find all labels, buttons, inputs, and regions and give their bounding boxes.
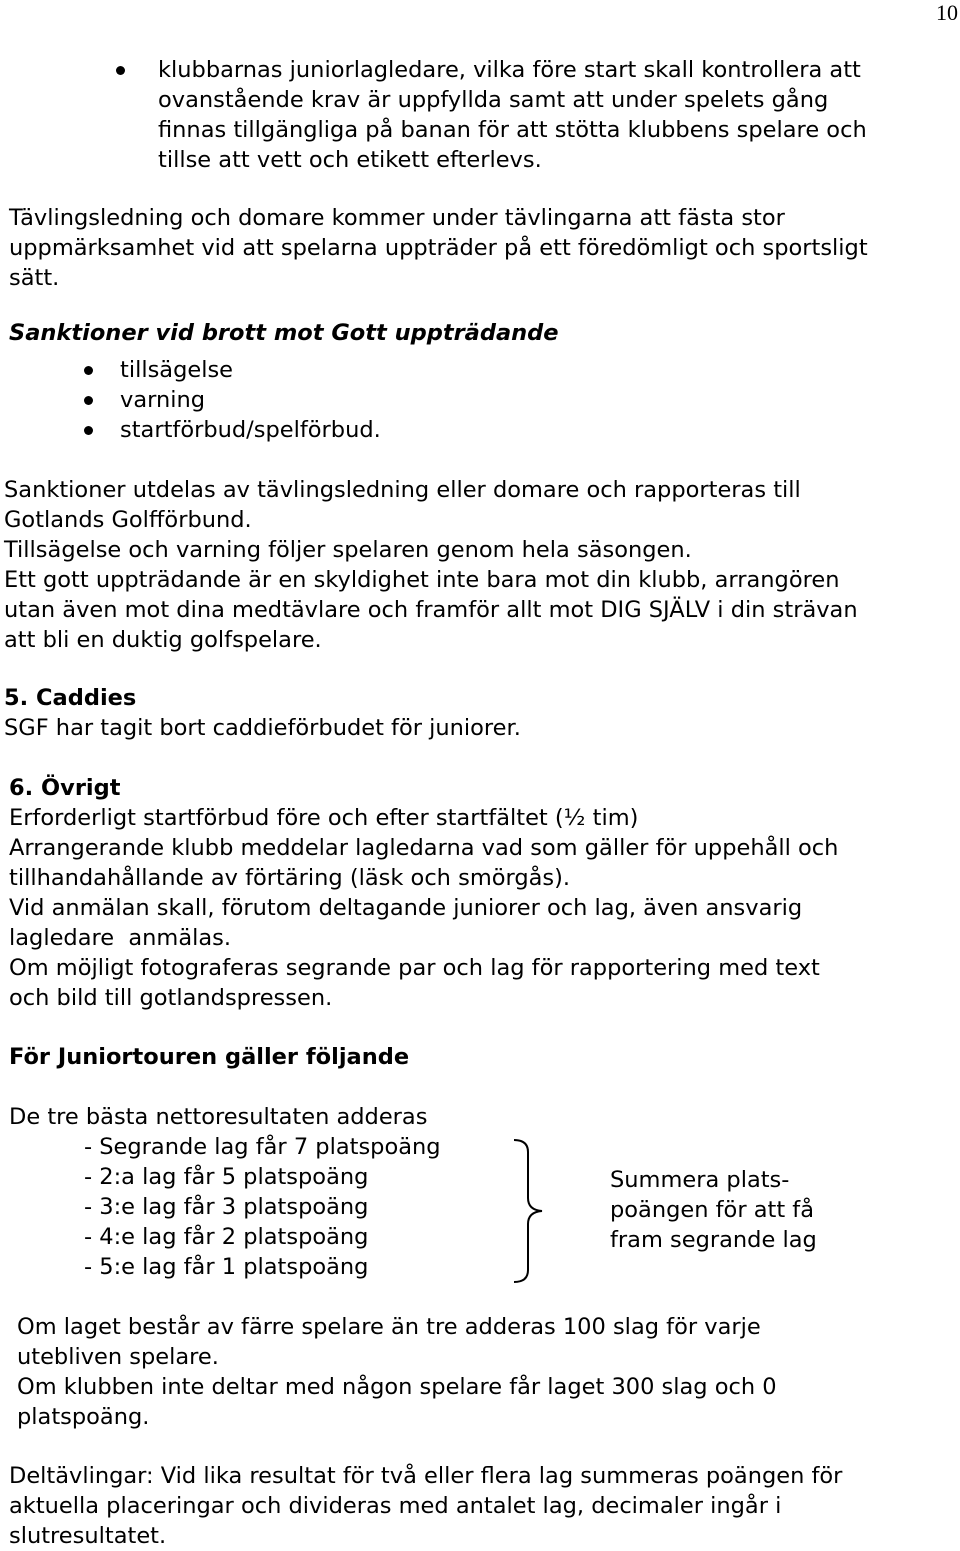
- text-line: Arrangerande klubb meddelar lagledarna vad som gäller för uppehåll och: [9, 835, 839, 861]
- text-line: Tävlingsledning och domare kommer under tävlingarna att fästa stor: [9, 205, 785, 231]
- note-line: Summera plats-: [610, 1167, 790, 1193]
- sub-competitions-text: [9, 1461, 842, 1551]
- text-line: aktuella placeringar och divideras med antalet lag, decimaler ingår i: [9, 1493, 782, 1519]
- text-line: Om möjligt fotograferas segrande par och lag för rapportering med text: [9, 955, 820, 981]
- text-line: utebliven spelare.: [17, 1344, 219, 1370]
- text-line: utan även mot dina medtävlare och framför allt mot DIG SJÄLV i din strävan: [4, 597, 858, 623]
- caddies-heading: 5. Caddies: [4, 685, 137, 711]
- points-item: - 4:e lag får 2 platspoäng: [84, 1224, 369, 1250]
- text-line: uppmärksamhet vid att spelarna uppträder på ett föredömligt och sportsligt: [9, 235, 868, 261]
- sanctions-heading: Sanktioner vid brott mot Gott uppträdande: [9, 320, 559, 346]
- text-line: att bli en duktig golfspelare.: [4, 627, 322, 653]
- junior-tour-heading: För Juniortouren gäller följande: [9, 1044, 410, 1070]
- points-item: - 2:a lag får 5 platspoäng: [84, 1164, 369, 1190]
- sanction-item: tillsägelse: [120, 355, 381, 385]
- note-line: poängen för att få: [610, 1197, 815, 1223]
- page-number: 10: [936, 0, 958, 25]
- sanction-item: startförbud/spelförbud.: [120, 417, 381, 443]
- text-line: sätt.: [9, 265, 60, 291]
- text-line: Sanktioner utdelas av tävlingsledning eller domare och rapporteras till: [4, 477, 801, 503]
- other-heading: 6. Övrigt: [9, 775, 121, 801]
- other-section: [9, 773, 838, 1013]
- curly-brace-icon: [510, 1138, 550, 1284]
- text-line: Ett gott uppträdande är en skyldighet inte bara mot din klubb, arrangören: [4, 567, 840, 593]
- points-list: [84, 1132, 441, 1282]
- text-line: lagledare anmälas.: [9, 925, 232, 951]
- intro-bullet-list: [158, 55, 867, 175]
- text-line: slutresultatet.: [9, 1523, 167, 1549]
- text-line: tillse att vett och etikett efterlevs.: [158, 147, 542, 173]
- text-line: Om laget består av färre spelare än tre adderas 100 slag för varje: [17, 1314, 761, 1340]
- text-line: Deltävlingar: Vid lika resultat för två eller flera lag summeras poängen för: [9, 1463, 843, 1489]
- text-line: Tillsägelse och varning följer spelaren genom hela säsongen.: [4, 537, 692, 563]
- text-line: Vid anmälan skall, förutom deltagande juniorer och lag, även ansvarig: [9, 895, 803, 921]
- text-line: Om klubben inte deltar med någon spelare får laget 300 slag och 0: [17, 1374, 777, 1400]
- note-line: fram segrande lag: [610, 1227, 817, 1253]
- sanctions-list: [120, 355, 381, 445]
- caddies-text: SGF har tagit bort caddieförbudet för juniorer.: [4, 715, 521, 741]
- points-note: [610, 1165, 817, 1255]
- missing-players-text: [17, 1312, 777, 1432]
- sanction-item: varning: [120, 385, 381, 415]
- text-line: och bild till gotlandspressen.: [9, 985, 333, 1011]
- text-line: ovanstående krav är uppfyllda samt att under spelets gång: [158, 87, 829, 113]
- caddies-section: [4, 683, 521, 743]
- text-line: Erforderligt startförbud före och efter startfältet (½ tim): [9, 805, 639, 831]
- sanctions-text: [4, 475, 858, 655]
- text-line: finnas tillgängliga på banan för att stötta klubbens spelare och: [158, 117, 867, 143]
- text-line: platspoäng.: [17, 1404, 150, 1430]
- text-line: tillhandahållande av förtäring (läsk och smörgås).: [9, 865, 571, 891]
- points-item: - 5:e lag får 1 platspoäng: [84, 1254, 369, 1280]
- intro-bullet-item: [158, 55, 867, 175]
- text-line: klubbarnas juniorlagledare, vilka före start skall kontrollera att: [158, 57, 861, 83]
- junior-tour-intro: De tre bästa nettoresultaten adderas: [9, 1104, 428, 1130]
- conduct-paragraph: [9, 203, 868, 293]
- text-line: Gotlands Golfförbund.: [4, 507, 252, 533]
- points-item: - Segrande lag får 7 platspoäng: [84, 1134, 441, 1160]
- points-item: - 3:e lag får 3 platspoäng: [84, 1194, 369, 1220]
